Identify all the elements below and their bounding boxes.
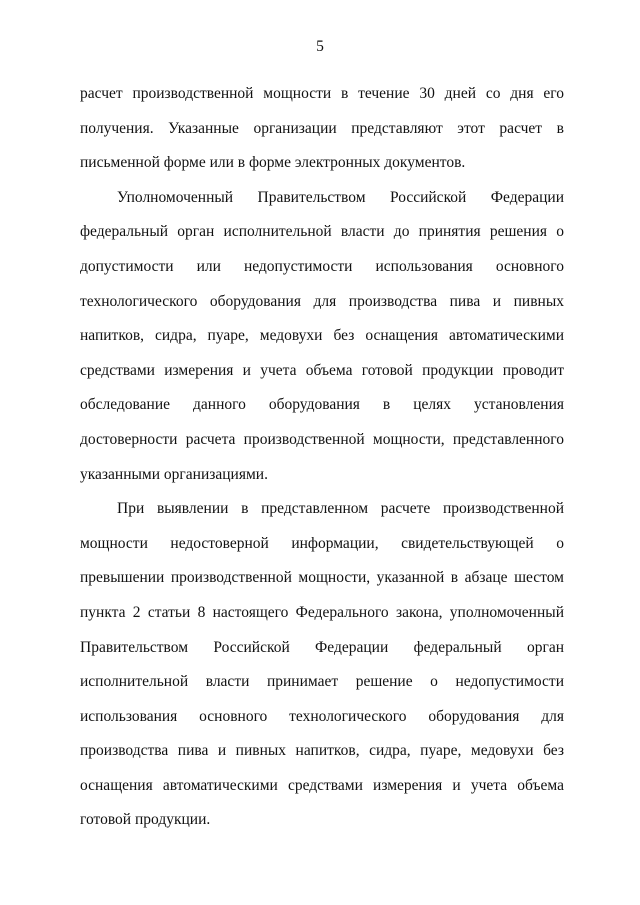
- paragraph-decision: При выявлении в представленном расчете производственной мощности недостоверной информации, свидетельствующей о превышении производственной мощности, указанной в абзаце шестом пункта 2 статьи 8 настоящего Федерального закона, уполномоченный Правительством Российской Федерации федеральный орган исполнительной власти принимает решение о недопустимости использования основного технологического оборудования для производства пива и пивных напитков, сидра, пуаре, медовухи без оснащения автоматическими средствами измерения и учета объема готовой продукции.: [80, 500, 564, 829]
- paragraph-continuation: расчет производственной мощности в течение 30 дней со дня его получения. Указанные организации представляют этот расчет в письменной форме или в форме электронных документов.: [80, 85, 564, 172]
- page-number: 5: [316, 38, 324, 55]
- paragraph-inspection: Уполномоченный Правительством Российской Федерации федеральный орган исполнительной власти до принятия решения о допустимости или недопустимости использования основного технологического оборудования для производства пива и пивных напитков, сидра, пуаре, медовухи без оснащения автоматическими средствами измерения и учета объема готовой продукции проводит обследование данного оборудования в целях установления достоверности расчета производственной мощности, представленного указанными организациями.: [80, 188, 564, 483]
- document-body: [80, 77, 564, 838]
